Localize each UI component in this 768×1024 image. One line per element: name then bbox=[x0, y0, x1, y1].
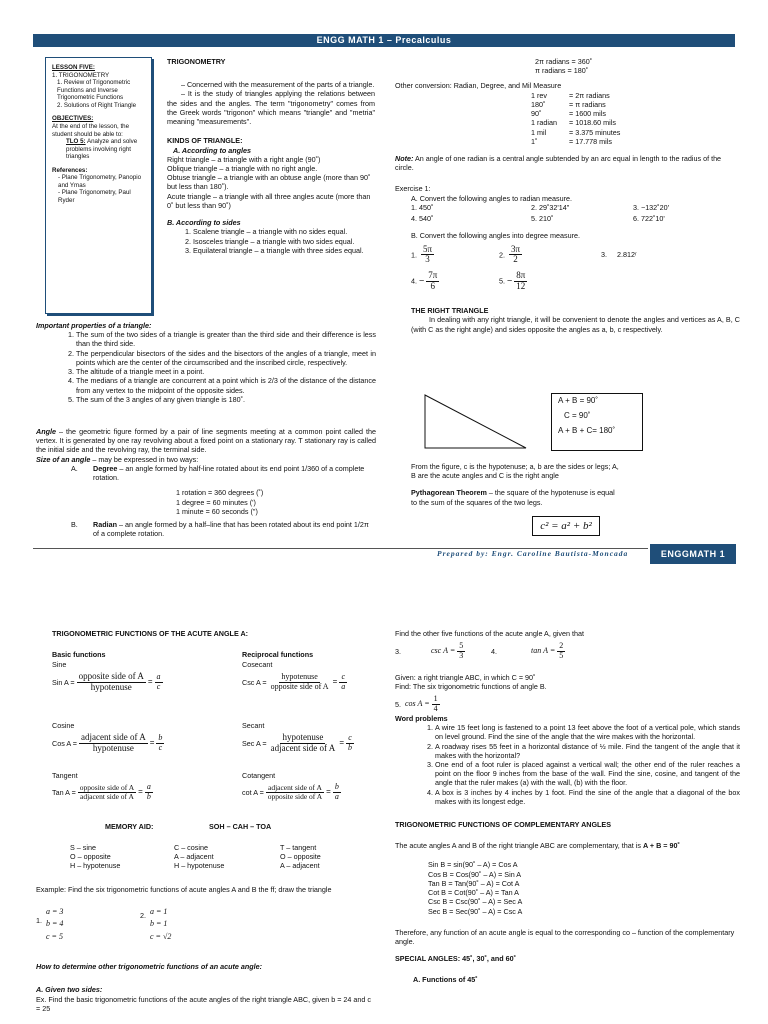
example-2: 2. a = 1 b = 1 c = √2 bbox=[140, 907, 172, 941]
conversion-line: 1 minute = 60 seconds (") bbox=[176, 506, 258, 516]
size-text: – may be expressed in two ways: bbox=[90, 454, 199, 464]
exercise-b-item: 2. $\frac{3\pi}{2}$ bbox=[499, 243, 521, 265]
trig-paragraph: – Concerned with the measurement of the parts of a triangle. bbox=[181, 80, 375, 90]
properties-section bbox=[36, 321, 376, 404]
exercise-b-item: 1. $\frac{5\pi}{3}$ bbox=[411, 243, 433, 265]
trig-paragraph: – It is the study of triangles applying the relations between the sides and the angles. The term "trigonometry" comes from the Greek words "trigonon" which means "triangle" and "metria" meaning "measurements". bbox=[167, 89, 375, 127]
angle-relation: C = 90˚ bbox=[564, 410, 591, 420]
table-row: 90˚ = 1600 mils bbox=[531, 109, 606, 119]
radians-section bbox=[395, 57, 740, 334]
cofunction-line: Cos B = Cos(90˚ – A) = Sin A bbox=[428, 869, 522, 879]
exercise-b-text: B. Convert the following angles into degree measure. bbox=[411, 231, 581, 241]
degree-text: – an angle formed by half-line rotated about its end point 1/360 of a complete rotation. bbox=[93, 463, 365, 483]
objectives-intro: At the end of the lesson, the student should be able to: bbox=[52, 122, 130, 138]
degree-label: A. bbox=[71, 463, 78, 473]
kinds-heading: KINDS OF TRIANGLE: bbox=[167, 136, 243, 146]
kinds-a-item: Oblique triangle – a triangle with no right angle. bbox=[167, 163, 318, 173]
functions-heading: TRIGONOMETRIC FUNCTIONS OF THE ACUTE ANGLE A: bbox=[52, 629, 249, 638]
prepared-by: Prepared by: Engr. Caroline Bautista-Moncada bbox=[437, 549, 629, 558]
property-item: 4. The medians of a triangle are concurrent at a point which is 2/3 of the distance of the distance from any vertex to the midpoint of the opposite sides. bbox=[76, 376, 376, 394]
table-row: 1 rev = 2π radians bbox=[531, 90, 610, 100]
cofunction-line: Cot B = Cot(90˚ – A) = Tan A bbox=[428, 888, 519, 898]
trig-intro-column bbox=[167, 57, 375, 255]
angle-relation: A + B + C= 180˚ bbox=[558, 425, 616, 435]
pythagorean-term: Pythagorean Theorem bbox=[411, 488, 487, 498]
memory-aid-label: MEMORY AID: bbox=[105, 822, 154, 831]
functions-section bbox=[52, 629, 382, 659]
angle-term: Angle bbox=[36, 427, 56, 436]
aid-line: O – opposite bbox=[70, 852, 111, 862]
other-conversion-heading: Other conversion: Radian, Degree, and Mil Measure bbox=[395, 81, 562, 91]
memory-aid-grid bbox=[70, 843, 370, 871]
word-problem: 3. One end of a foot ruler is placed against a vertical wall; the other end of the ruler reaches a point on the floor 9 inches from the base of the wall. Find the sine, cosine, and tangent of the angle that the ruler makes (a) with the wall, (b) with the floor. bbox=[435, 760, 740, 788]
kinds-a-item: Acute triangle – a triangle with all three angles acute (more than 0˚ but less than 90˚) bbox=[167, 191, 371, 210]
note-text: An angle of one radian is a central angle subtended by an arc equal in length to the radius of the circle. bbox=[395, 153, 722, 173]
exercise-a-item: 5. 210˚ bbox=[531, 214, 554, 224]
kinds-b-item: 1. Scalene triangle – a triangle with no sides equal. bbox=[185, 227, 348, 237]
special-angles-a: A. Functions of 45˚ bbox=[413, 975, 478, 985]
header-banner bbox=[33, 34, 735, 47]
therefore-text: Therefore, any function of an acute angle is equal to the corresponding co – function of the complementary angle. bbox=[395, 927, 735, 946]
given-line: Given: a right triangle ABC, in which C = 90˚ bbox=[395, 672, 536, 682]
lesson-item: 2. Solutions of Right Triangle bbox=[57, 101, 137, 109]
size-term: Size of an angle bbox=[36, 454, 91, 464]
function-row: Cosine Secant Cos A = $\frac{\text{adjacent side of A}}{\text{hypotenuse}}$ = $\frac{b}{c}$ Sec A = $\frac{\text{hypotenuse}}{\text{adjacent side of A}}$ = $\frac{c}{b}$ bbox=[52, 721, 352, 754]
reference-item: Plane Trigonometry, Paul Ryder bbox=[58, 189, 131, 204]
given-heading: A. Given two sides: bbox=[36, 985, 103, 994]
function-row: Sine Cosecant Sin A = $\frac{\text{opposite side of A}}{\text{hypotenuse}}$ = $\frac{a}{c}$ Csc A = $\frac{\text{hypotenuse}}{\text{opposite side of A}}$ = $\frac{c}{a}$ bbox=[52, 660, 346, 693]
objectives-heading: OBJECTIVES: bbox=[52, 115, 94, 123]
aid-line: A – adjacent bbox=[174, 852, 214, 862]
tlo-text: Analyze and solve problems involving right triangles bbox=[66, 138, 138, 161]
cofunction-line: Sin B = sin(90˚ – A) = Cos A bbox=[428, 860, 518, 870]
degree-term: Degree bbox=[93, 463, 118, 473]
lesson-item: 1. Review of Trigonometric Functions and Inverse Trigonometric Functions bbox=[57, 79, 131, 102]
table-row: 1˚ = 17.778 mils bbox=[531, 136, 612, 146]
pythagorean-formula: c² = a² + b² bbox=[532, 516, 600, 536]
right-triangle-figure bbox=[420, 390, 530, 452]
property-item: 2. The perpendicular bisectors of the sides and the bisectors of the angles of a triangle, meet in points which are the center of the circumscribed and the inscribed circle, respectively. bbox=[76, 349, 376, 367]
aid-line: O – opposite bbox=[280, 852, 321, 862]
exercise-a-item: 1. 450˚ bbox=[411, 202, 434, 212]
kinds-b-item: 3. Equilateral triangle – a triangle with three sides equal. bbox=[185, 245, 364, 255]
complementary-bold: A + B = 90˚ bbox=[642, 841, 680, 851]
how-heading: How to determine other trigonometric functions of an acute angle: bbox=[36, 962, 263, 971]
aid-line: H – hypotenuse bbox=[174, 861, 225, 871]
aid-line: H – hypotenuse bbox=[70, 861, 121, 871]
angle-section bbox=[36, 427, 376, 538]
table-row: 1 mil = 3.375 minutes bbox=[531, 127, 621, 137]
kinds-b-heading: B. According to sides bbox=[167, 218, 241, 228]
lesson-box: LESSON FIVE: 1. TRIGONOMETRY 1. Review of Trigonometric Functions and Inverse Trigonometric Functions 2. Solutions of Right Triangle OBJECTIVES: At the end of the lesson, the student should be able to: TLO 5: Analyze and solve problems involving right triangles References: - Plane Trigonometry, Panopio and Ymas - Plane Trigonometry, Paul Ryder bbox=[45, 57, 152, 314]
property-item: 3. The altitude of a triangle meet in a point. bbox=[76, 367, 376, 376]
exercise-a-item: 2. 29˚32'14" bbox=[531, 202, 570, 212]
exercise-heading: Exercise 1: bbox=[395, 184, 431, 194]
angle-definition: – the geometric figure formed by a pair of line segments meeting at a common point called the vertex. It is generated by one ray revolving about a fixed point on a stationary ray. T stationary ray is called the initial side and the revolving ray, the terminal side. bbox=[36, 427, 376, 455]
exercise-a-text: A. Convert the following angles to radian measure. bbox=[411, 193, 573, 203]
table-row: 180˚ = π radians bbox=[531, 99, 606, 109]
radian-line: π radians = 180˚ bbox=[535, 66, 589, 76]
exercise-a-item: 4. 540˚ bbox=[411, 214, 434, 224]
radian-line: 2π radians = 360˚ bbox=[535, 57, 593, 66]
right-triangle-text: In dealing with any right triangle, it will be convenient to denote the angles and vertices as A, B, C (with C as the right angle) and sides opposite the angles as a, b, c respectively. bbox=[411, 315, 740, 334]
special-angles-heading: SPECIAL ANGLES: 45˚, 30˚, and 60˚ bbox=[395, 954, 517, 964]
angle-relations-box bbox=[551, 393, 643, 451]
properties-heading: Important properties of a triangle: bbox=[36, 321, 152, 330]
exercise-b-item: 5. − $\frac{8\pi}{12}$ bbox=[499, 270, 526, 292]
find-text: Find the other five functions of the acute angle A, given that bbox=[395, 629, 584, 638]
reciprocal-heading: Reciprocal functions bbox=[242, 650, 314, 660]
example-1: 1. a = 3 b = 4 c = 5 bbox=[36, 907, 64, 941]
conversion-table bbox=[531, 91, 624, 146]
conversion-line: 1 degree = 60 minutes (') bbox=[176, 497, 256, 507]
kinds-a-heading: A. According to angles bbox=[173, 145, 252, 155]
reference-item: Plane Trigonometry, Panopio and Ymas bbox=[58, 174, 142, 189]
word-problem: 1. A wire 15 feet long is fastened to a point 13 feet above the foot of a vertical pole, which stands on level ground. Find the sine of the angle that the wire makes with the horizontal. bbox=[435, 723, 740, 741]
word-problem: 2. A roadway rises 55 feet in a horizontal distance of ½ mile. Find the tangent of the angle that it makes with the horizontal? bbox=[435, 742, 740, 760]
example-text: Example: Find the six trigonometric functions of acute angles A and B the ff; draw the triangle bbox=[36, 885, 332, 894]
complementary-text: The acute angles A and B of the right triangle ABC are complementary, that is bbox=[395, 841, 643, 851]
radian-label: B. bbox=[71, 519, 78, 529]
footer-badge: ENGGMATH 1 bbox=[650, 544, 736, 564]
pythagorean-text: – the square of the hypotenuse is equal to the sum of the squares of the two legs. bbox=[411, 488, 615, 507]
trig-heading: TRIGONOMETRY bbox=[167, 57, 226, 66]
pythagoras-section bbox=[411, 462, 621, 507]
right-column-page2: Find the other five functions of the acute angle A, given that 3. csc A = $\frac{5}{3}$ 4. tan A = $\frac{2}{5}$ Given: a right triangle ABC, in which C = 90˚ Find: The six trigonometric functions of angle B. 5. cos A = $\frac{1}{4}$ Word problems 1. A wire 15 feet long is fastened to a point 13 feet above the foot of a vertical pole, which stands on level ground. Find the sine of the angle that the wire makes with the horizontal. 2. A roadway rises 55 feet in a horizontal distance of ½ mile. Find the tangent of the angle that it makes with the horizontal? 3. One end of a foot ruler is placed against a vertical wall; the other end of the ruler reaches a point on the floor 9 inches from the base of the wall. Find the sine, cosine, and tangent of the angle that the ruler makes (a) with the wall, (b) with the floor. 4. A box is 3 inches by 4 inches by 1 foot. Find the sine of the angle that a diagonal of the box makes with its longest edge. TRIGONOMETRIC FUNCTIONS OF COMPLEMENTARY ANGLES The acute angles A and B of the right triangle ABC are complementary, that is A + B = 90˚ Sin B = sin(90˚ – A) = Cos A Cos B = Cos(90˚ – A) = Sin A Tan B = Tan(90˚ – A) = Cot A Cot B = Cot(90˚ – A) = Tan A Csc B = Csc(90˚ – A) = Sec A Sec B = Sec(90˚ – A) = Csc A Therefore, any function of an acute angle is equal to the corresponding co – function of the complementary angle. SPECIAL ANGLES: 45˚, 30˚, and 60˚ A. Functions of 45˚ bbox=[395, 629, 740, 985]
cofunction-line: Sec B = Sec(90˚ – A) = Csc A bbox=[428, 906, 523, 916]
aid-line: C – cosine bbox=[174, 843, 208, 852]
tlo-label: TLO 5: bbox=[66, 138, 86, 146]
aid-line: A – adjacent bbox=[280, 861, 320, 871]
property-item: 5. The sum of the 3 angles of any given triangle is 180˚. bbox=[76, 395, 376, 404]
word-problem: 4. A box is 3 inches by 4 inches by 1 foot. Find the sine of the angle that a diagonal of the box makes with its longest edge. bbox=[435, 788, 740, 806]
header-title: ENGG MATH 1 – Precalculus bbox=[316, 35, 452, 45]
angle-relation: A + B = 90˚ bbox=[558, 396, 599, 405]
from-figure-text: From the figure, c is the hypotenuse; a, b are the sides or legs; A, B are the acute angles and C is the right angle bbox=[411, 462, 619, 481]
aid-line: T – tangent bbox=[280, 843, 317, 852]
cofunction-line: Tan B = Tan(90˚ – A) = Cot A bbox=[428, 878, 520, 888]
cofunction-line: Csc B = Csc(90˚ – A) = Sec A bbox=[428, 897, 523, 907]
given-text: Ex. Find the basic trigonometric functions of the acute angles of the right triangle ABC, given b = 24 and c = 25 bbox=[36, 995, 372, 1014]
conversion-line: 1 rotation = 360 degrees (˚) bbox=[176, 488, 264, 498]
memory-aid-value: SOH – CAH – TOA bbox=[209, 822, 272, 831]
aid-line: S – sine bbox=[70, 843, 96, 852]
table-row: 1 radian = 1018.60 mils bbox=[531, 118, 616, 128]
kinds-b-item: 2. Isosceles triangle – a triangle with two sides equal. bbox=[185, 236, 355, 246]
right-triangle-heading: THE RIGHT TRIANGLE bbox=[411, 306, 489, 316]
exercise-a-item: 6. 722˚10' bbox=[633, 214, 665, 224]
property-item: 1. The sum of the two sides of a triangle is greater than the third side and their difference is less than the third side. bbox=[76, 330, 376, 348]
kinds-a-item: Obtuse triangle – a triangle with an obtuse angle (more than 90˚ but less than 180˚). bbox=[167, 173, 371, 192]
references-heading: References: bbox=[52, 166, 88, 174]
lesson-heading: LESSON FIVE: bbox=[52, 64, 95, 71]
lesson-item: 1. TRIGONOMETRY bbox=[52, 71, 110, 79]
exercise-b-item: 3. 2.812ʳ bbox=[601, 250, 637, 260]
function-row: Tangent Cotangent Tan A = $\frac{\text{opposite side of A}}{\text{adjacent side of A}}$ = $\frac{a}{b}$ cot A = $\frac{\text{adjacent side of A}}{\text{opposite side of A}}$ = $\frac{b}{a}$ bbox=[52, 771, 339, 802]
kinds-a-item: Right triangle – a triangle with a right angle (90˚) bbox=[167, 154, 321, 164]
given-line: Find: The six trigonometric functions of angle B. bbox=[395, 682, 547, 692]
radian-text: – an angle formed by a half–line that has been rotated about its end point 1/2π of a complete rotation. bbox=[93, 519, 369, 539]
word-problems-heading: Word problems bbox=[395, 713, 448, 723]
complementary-heading: TRIGONOMETRIC FUNCTIONS OF COMPLEMENTARY ANGLES bbox=[395, 820, 612, 830]
note-label: Note: bbox=[395, 153, 414, 163]
exercise-b-item: 4. − $\frac{7\pi}{6}$ bbox=[411, 270, 438, 292]
exercise-a-item: 3. −132˚20' bbox=[633, 202, 669, 212]
radian-term: Radian bbox=[93, 519, 117, 529]
basic-heading: Basic functions bbox=[52, 650, 106, 660]
